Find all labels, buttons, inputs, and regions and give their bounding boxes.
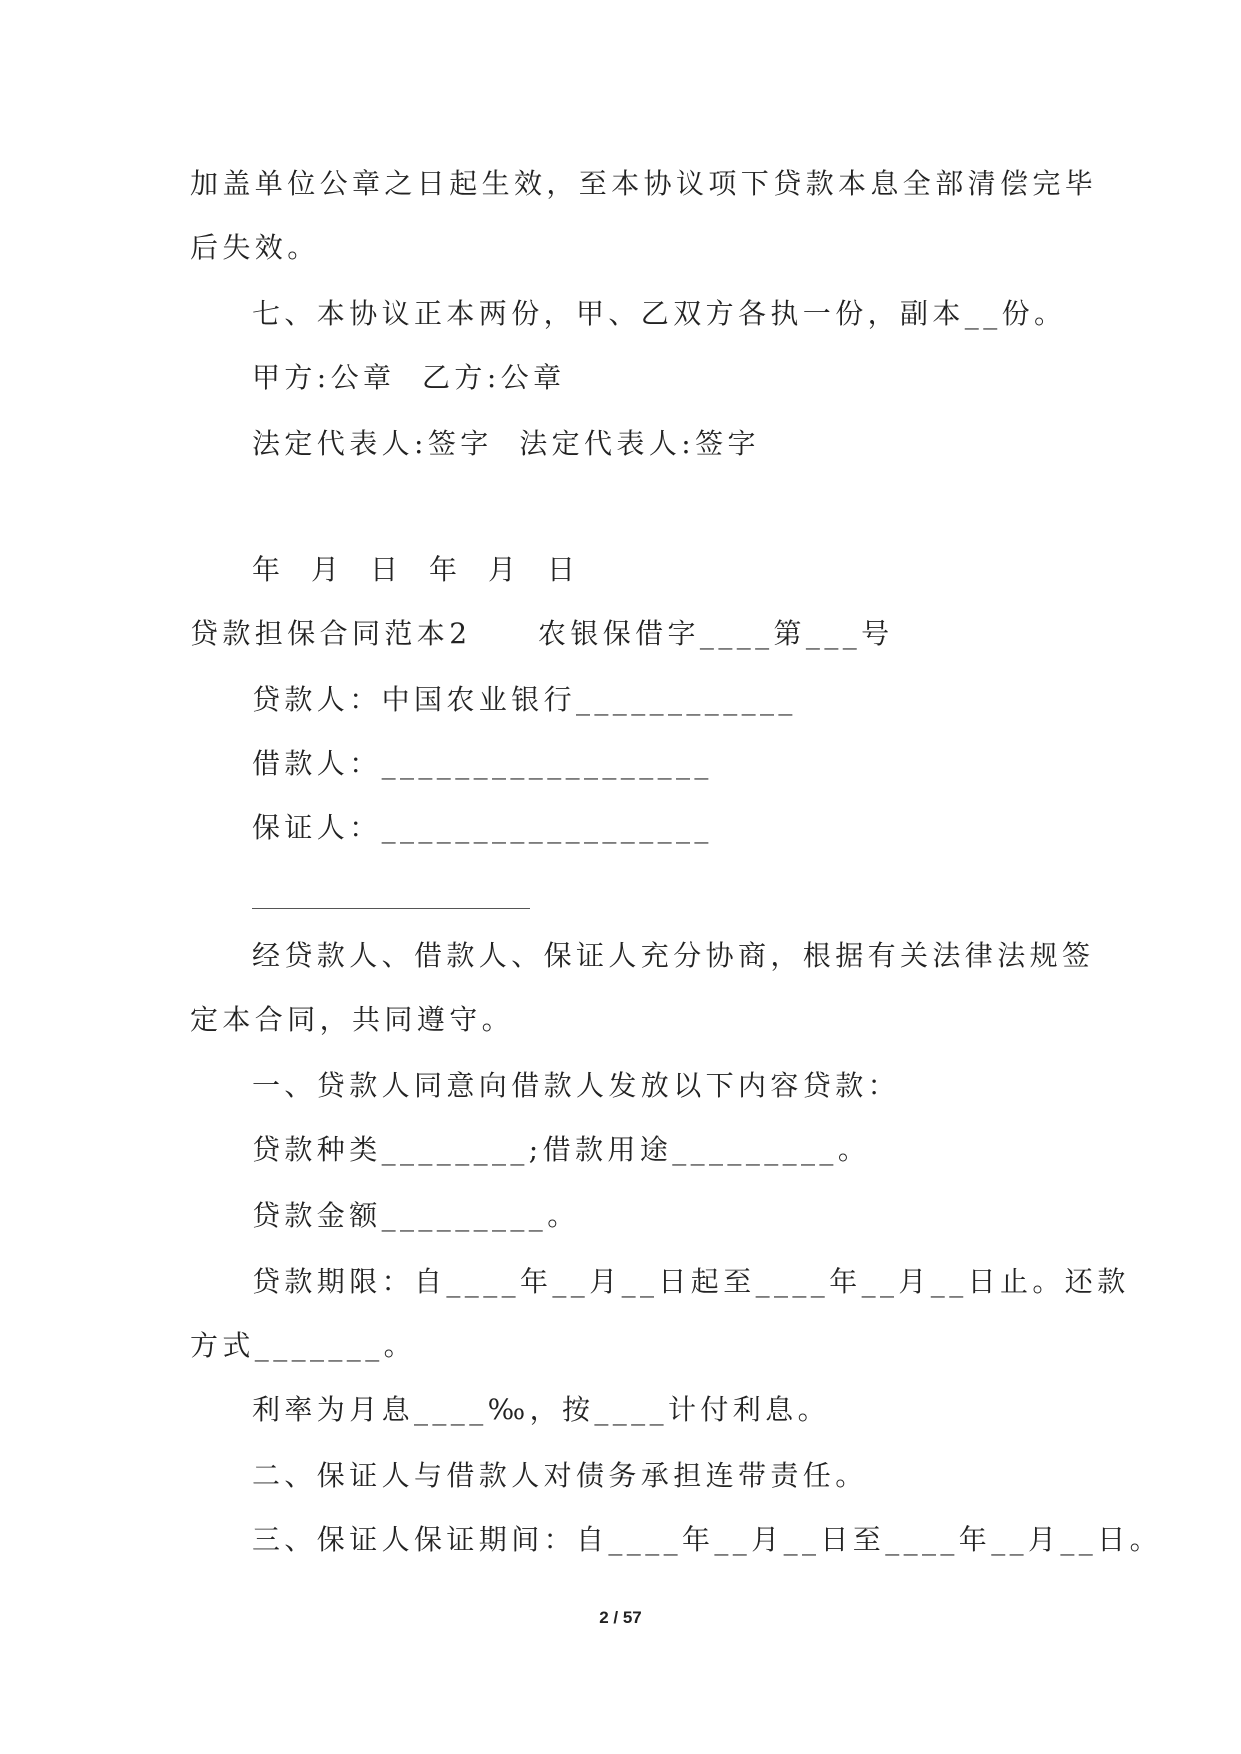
preamble-line: 经贷款人、借款人、保证人充分协商，根据有关法律法规签 [252,939,1095,972]
clause-seven: 七、本协议正本两份，甲、乙双方各执一份，副本__份。 [252,297,1067,330]
interest-rate-line: 利率为月息____‰，按____计付利息。 [252,1393,830,1426]
clause-two: 二、保证人与借款人对债务承担连带责任。 [252,1459,868,1492]
loan-amount-line: 贷款金额_________。 [252,1199,580,1232]
clause-one: 一、贷款人同意向借款人发放以下内容贷款： [252,1069,901,1102]
contract-title-line: 贷款担保合同范本2 农银保借字____第___号 [190,617,894,650]
guarantor-line: 保证人：__________________ [252,811,713,844]
body-text-line: 加盖单位公章之日起生效，至本协议项下贷款本息全部清偿完毕 [190,167,1098,200]
borrower-line: 借款人：__________________ [252,747,713,780]
signature-line: 法定代表人:签字 法定代表人:签字 [252,427,760,460]
page-number: 2 / 57 [599,1608,642,1627]
loan-term-line: 贷款期限：自____年__月__日起至____年__月__日止。还款 [252,1265,1130,1298]
loan-type-line: 贷款种类________;借款用途_________。 [252,1133,871,1166]
repayment-line: 方式_______。 [190,1329,417,1362]
date-line: 年 月 日 年 月 日 [252,553,580,586]
party-seal-line: 甲方:公章 乙方:公章 [252,361,566,394]
clause-three: 三、保证人保证期间：自____年__月__日至____年__月__日。 [252,1523,1163,1556]
lender-line: 贷款人：中国农业银行____________ [252,683,797,716]
preamble-line: 定本合同，共同遵守。 [190,1003,515,1036]
body-text-line: 后失效。 [190,231,320,264]
blank-underline-rule [252,908,530,909]
